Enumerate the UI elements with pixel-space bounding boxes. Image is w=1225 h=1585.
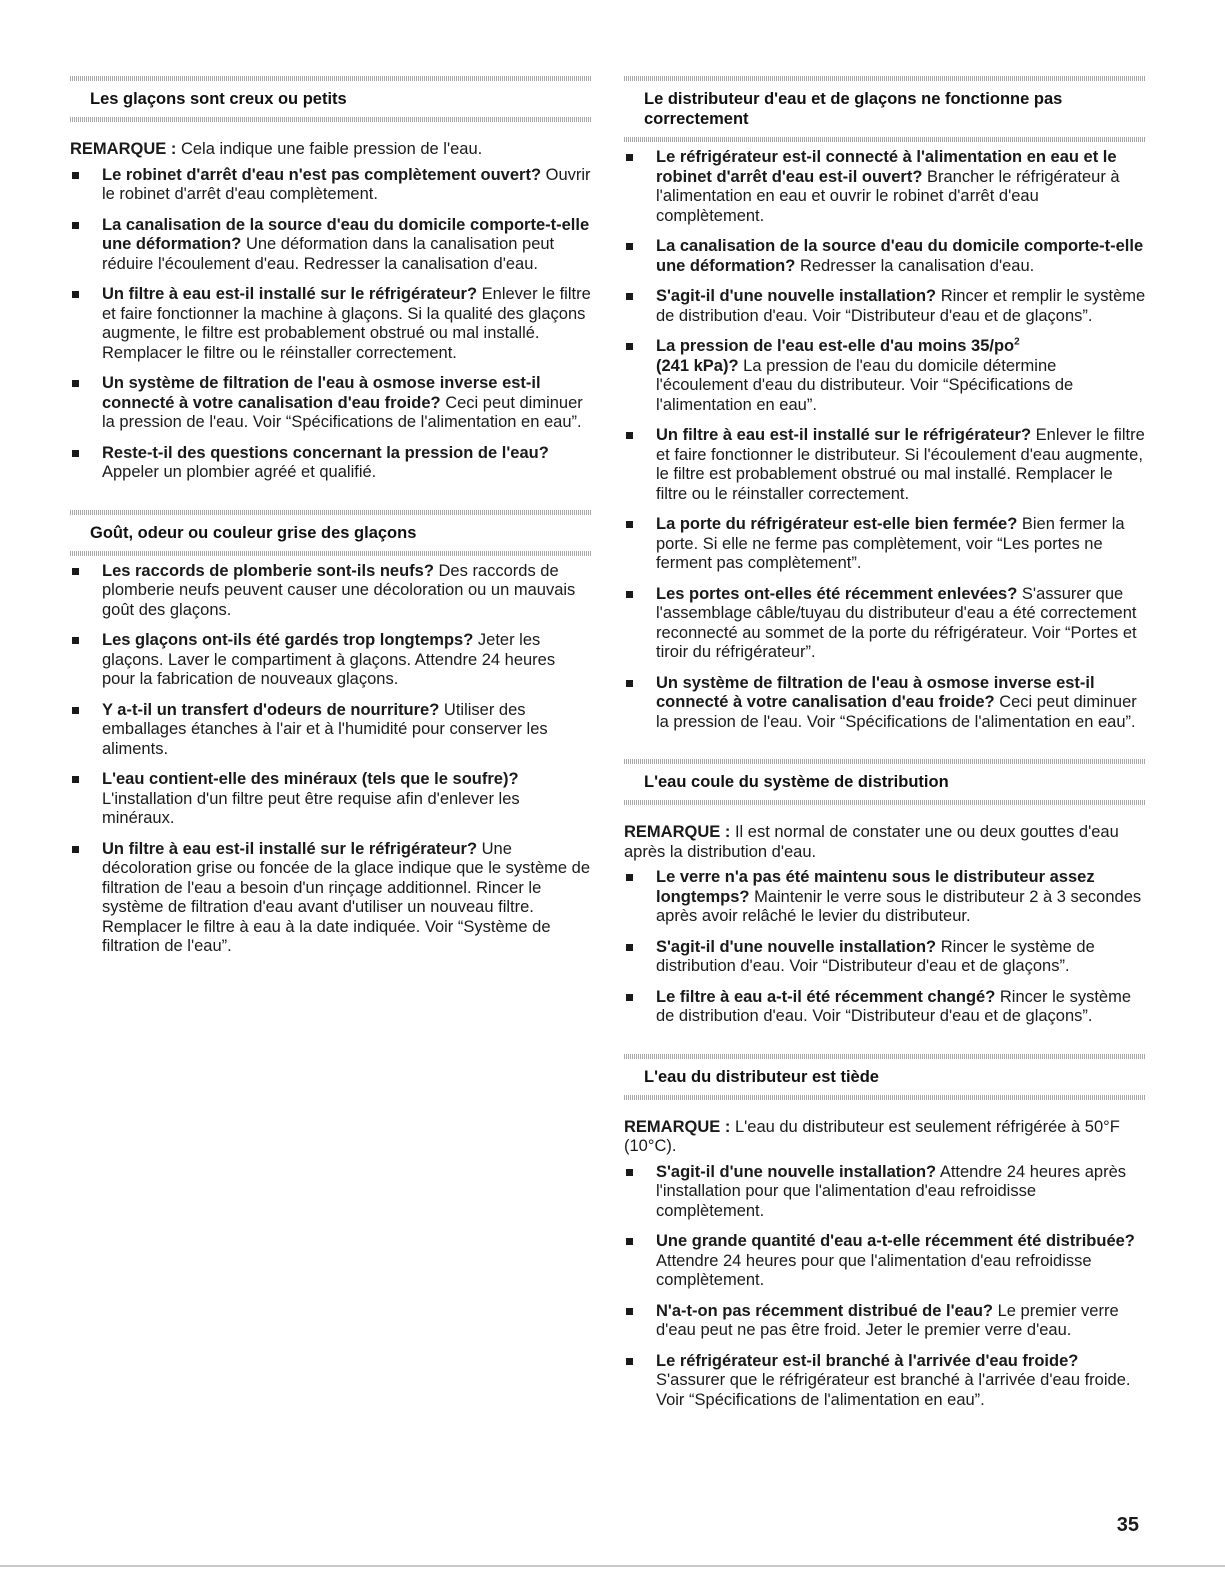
answer-text: Jeter les glaçons. Laver le compartiment à glaçons. Attendre 24 heures pour la fabrication de nouveaux glaçons. bbox=[102, 631, 556, 688]
square-bullet-icon bbox=[626, 874, 633, 881]
question-text: La pression de l'eau est-elle d'au moins 35/po bbox=[656, 337, 1015, 355]
answer-text: Redresser la canalisation d'eau. bbox=[799, 256, 1035, 275]
note-text: L'eau du distributeur est seulement réfrigérée à 50°F (10°C). bbox=[624, 1117, 1120, 1155]
answer-text: Utiliser des emballages étanches à l'air et à l'humidité pour conserver les aliments. bbox=[102, 700, 548, 758]
question-item bbox=[70, 701, 592, 760]
square-bullet-icon bbox=[72, 846, 79, 853]
section-title: Les glaçons sont creux ou petits bbox=[90, 90, 347, 108]
question-item bbox=[624, 287, 1146, 326]
question-text: S'agit-il d'une nouvelle installation? bbox=[656, 937, 937, 956]
question-item bbox=[70, 770, 592, 829]
question-text: Le réfrigérateur est-il connecté à l'alimentation en eau et le robinet d'arrêt d'eau est-il ouvert? bbox=[656, 148, 1117, 186]
question-text: Reste-t-il des questions concernant la pression de l'eau? bbox=[102, 443, 549, 462]
question-text: Les raccords de plomberie sont-ils neufs? bbox=[102, 561, 434, 580]
troubleshooting-section bbox=[70, 494, 592, 957]
question-item bbox=[624, 1232, 1146, 1291]
square-bullet-icon bbox=[626, 293, 633, 300]
dotted-rule-bottom bbox=[70, 551, 592, 556]
square-bullet-icon bbox=[626, 1358, 633, 1365]
answer-text: Rincer et remplir le système de distribution d'eau. Voir “Distributeur d'eau et de glaçons”. bbox=[656, 287, 1146, 325]
question-text: Le verre n'a pas été maintenu sous le distributeur assez longtemps? bbox=[656, 868, 1095, 906]
question-item bbox=[70, 374, 592, 433]
square-bullet-icon bbox=[626, 994, 633, 1001]
question-item bbox=[624, 337, 1146, 415]
answer-text: Une décoloration grise ou foncée de la glace indique que le système de filtration de l'eau a besoin d'un rinçage additionnel. Rincer le système de filtration d'eau avant d'utiliser un nouveau filtre. Remplacer le filtre à eau à la date indiquée. Voir “Système de filtration de l'eau”. bbox=[102, 839, 590, 955]
answer-text: Rincer le système de distribution d'eau. Voir “Distributeur d'eau et de glaçons”. bbox=[656, 937, 1095, 975]
remarque-note bbox=[70, 140, 592, 160]
note-label: REMARQUE : bbox=[624, 1117, 731, 1136]
square-bullet-icon bbox=[626, 944, 633, 951]
dotted-rule-top bbox=[624, 759, 1146, 764]
answer-text: Maintenir le verre sous le distributeur 2 à 3 secondes après avoir relâché le levier du distributeur. bbox=[656, 887, 1142, 925]
question-list bbox=[624, 1163, 1146, 1411]
answer-text: Attendre 24 heures après l'installation pour que l'alimentation d'eau refroidisse complètement. bbox=[656, 1162, 1127, 1220]
section-title: L'eau du distributeur est tiède bbox=[644, 1067, 879, 1086]
question-item bbox=[624, 1302, 1146, 1341]
answer-text: Enlever le filtre et faire fonctionner le distributeur. Si l'écoulement d'eau augmente, le filtre est probablement obstrué ou mal installé. Remplacer le filtre ou le réinstaller correctement. bbox=[656, 426, 1145, 503]
question-item bbox=[70, 840, 592, 957]
page-bottom-edge bbox=[0, 1565, 1225, 1567]
square-bullet-icon bbox=[626, 154, 633, 161]
note-text: Il est normal de constater une ou deux gouttes d'eau après la distribution d'eau. bbox=[624, 823, 1119, 861]
answer-text: S'assurer que le réfrigérateur est branché à l'arrivée d'eau froide. Voir “Spécifications de l'alimentation en eau”. bbox=[656, 1371, 1131, 1409]
section-gap bbox=[70, 494, 592, 504]
answer-text: Bien fermer la porte. Si elle ne ferme pas complètement, voir “Les portes ne ferment pas complètement”. bbox=[656, 515, 1125, 572]
question-text: Un système de filtration de l'eau à osmose inverse est-il connecté à votre canalisation d'eau froide? bbox=[102, 374, 541, 412]
question-text: Le robinet d'arrêt d'eau n'est pas complètement ouvert? bbox=[102, 165, 542, 184]
question-text: Les glaçons ont-ils été gardés trop longtemps? bbox=[102, 631, 474, 649]
square-bullet-icon bbox=[626, 1238, 633, 1245]
question-item bbox=[624, 674, 1146, 733]
dotted-rule-bottom bbox=[70, 117, 592, 122]
square-bullet-icon bbox=[626, 680, 633, 687]
note-text: Cela indique une faible pression de l'eau. bbox=[180, 140, 483, 158]
section-header bbox=[70, 504, 592, 562]
question-item bbox=[70, 285, 592, 363]
question-text: S'agit-il d'une nouvelle installation? bbox=[656, 1162, 937, 1181]
question-superscript: 2 bbox=[1014, 336, 1020, 348]
answer-text: Rincer le système de distribution d'eau. Voir “Distributeur d'eau et de glaçons”. bbox=[656, 987, 1131, 1025]
question-item bbox=[70, 631, 592, 690]
note-label: REMARQUE : bbox=[624, 823, 731, 841]
remarque-note bbox=[624, 823, 1146, 862]
question-item bbox=[624, 585, 1146, 663]
square-bullet-icon bbox=[626, 1308, 633, 1315]
section-title: L'eau coule du système de distribution bbox=[644, 773, 949, 791]
question-text: Les portes ont-elles été récemment enlevées? bbox=[656, 584, 1018, 603]
answer-text: Brancher le réfrigérateur à l'alimentation en eau et ouvrir le robinet d'arrêt d'eau complètement. bbox=[656, 167, 1120, 225]
question-item bbox=[624, 426, 1146, 504]
page-number: 35 bbox=[1116, 1514, 1139, 1536]
question-item bbox=[624, 1352, 1146, 1411]
square-bullet-icon bbox=[72, 707, 79, 714]
square-bullet-icon bbox=[626, 343, 633, 350]
square-bullet-icon bbox=[72, 291, 79, 298]
square-bullet-icon bbox=[72, 776, 79, 783]
question-item bbox=[624, 868, 1146, 927]
answer-text: La pression de l'eau du domicile détermine l'écoulement d'eau du distributeur. Voir “Spécifications de l'alimentation en eau”. bbox=[656, 356, 1074, 414]
question-text: La canalisation de la source d'eau du domicile comporte-t-elle une déformation? bbox=[656, 237, 1144, 275]
answer-text: S'assurer que l'assemblage câble/tuyau du distributeur d'eau a été correctement reconnecté au sommet de la porte du réfrigérateur. Voir “Portes et tiroir du réfrigérateur”. bbox=[656, 584, 1137, 661]
answer-text: Des raccords de plomberie neufs peuvent causer une décoloration ou un mauvais goût des glaçons. bbox=[102, 561, 576, 619]
troubleshooting-section bbox=[624, 1038, 1146, 1411]
section-title: Goût, odeur ou couleur grise des glaçons bbox=[90, 523, 417, 542]
question-text: Un filtre à eau est-il installé sur le réfrigérateur? bbox=[102, 839, 478, 858]
dotted-rule-top bbox=[70, 76, 592, 81]
question-text: L'eau contient-elle des minéraux (tels que le soufre)? bbox=[102, 770, 519, 788]
question-item bbox=[624, 515, 1146, 574]
square-bullet-icon bbox=[626, 521, 633, 528]
square-bullet-icon bbox=[72, 380, 79, 387]
right-column bbox=[624, 70, 1146, 1421]
square-bullet-icon bbox=[626, 432, 633, 439]
question-item bbox=[70, 562, 592, 621]
dotted-rule-top bbox=[624, 76, 1146, 81]
question-item bbox=[70, 166, 592, 205]
question-text: Un filtre à eau est-il installé sur le réfrigérateur? bbox=[656, 426, 1032, 444]
square-bullet-icon bbox=[626, 1169, 633, 1176]
troubleshooting-section bbox=[624, 70, 1146, 732]
answer-text: Le premier verre d'eau peut ne pas être froid. Jeter le premier verre d'eau. bbox=[656, 1301, 1119, 1339]
question-text: Le filtre à eau a-t-il été récemment changé? bbox=[656, 987, 996, 1006]
square-bullet-icon bbox=[72, 637, 79, 644]
question-text-tail: (241 kPa)? bbox=[656, 356, 739, 375]
dotted-rule-bottom bbox=[624, 800, 1146, 805]
dotted-rule-bottom bbox=[624, 1095, 1146, 1100]
square-bullet-icon bbox=[72, 222, 79, 229]
question-text: La canalisation de la source d'eau du domicile comporte-t-elle une déformation? bbox=[102, 215, 590, 253]
section-gap bbox=[624, 743, 1146, 753]
dotted-rule-top bbox=[624, 1054, 1146, 1059]
question-text: Un filtre à eau est-il installé sur le réfrigérateur? bbox=[102, 285, 478, 303]
question-item bbox=[70, 216, 592, 275]
dotted-rule-top bbox=[70, 510, 592, 515]
question-text: Un système de filtration de l'eau à osmose inverse est-il connecté à votre canalisation d'eau froide? bbox=[656, 673, 1095, 711]
answer-text: L'installation d'un filtre peut être requise afin d'enlever les minéraux. bbox=[102, 789, 520, 827]
question-list bbox=[624, 868, 1146, 1027]
question-text: Le réfrigérateur est-il branché à l'arrivée d'eau froide? bbox=[656, 1351, 1079, 1370]
section-header bbox=[624, 753, 1146, 811]
question-text: Y a-t-il un transfert d'odeurs de nourriture? bbox=[102, 700, 440, 719]
answer-text: Enlever le filtre et faire fonctionner la machine à glaçons. Si la qualité des glaçons augmente, le filtre est probablement obstrué ou mal installé. Remplacer le filtre ou le réinstaller correctement. bbox=[102, 285, 591, 362]
question-list bbox=[70, 562, 592, 957]
question-item bbox=[624, 938, 1146, 977]
section-header bbox=[624, 1048, 1146, 1106]
question-text: Une grande quantité d'eau a-t-elle récemment été distribuée? bbox=[656, 1232, 1135, 1250]
question-item bbox=[624, 148, 1146, 226]
question-item bbox=[624, 1163, 1146, 1222]
question-item bbox=[624, 988, 1146, 1027]
left-column bbox=[70, 70, 592, 968]
question-item bbox=[70, 444, 592, 483]
dotted-rule-bottom bbox=[624, 137, 1146, 142]
question-list bbox=[70, 166, 592, 483]
square-bullet-icon bbox=[72, 172, 79, 179]
question-text: S'agit-il d'une nouvelle installation? bbox=[656, 287, 937, 305]
remarque-note bbox=[624, 1118, 1146, 1157]
question-list bbox=[624, 148, 1146, 732]
answer-text: Une déformation dans la canalisation peut réduire l'écoulement d'eau. Redresser la canalisation d'eau. bbox=[102, 235, 555, 273]
answer-text: Ouvrir le robinet d'arrêt d'eau complètement. bbox=[102, 165, 591, 203]
answer-text: Ceci peut diminuer la pression de l'eau. Voir “Spécifications de l'alimentation en eau”. bbox=[656, 693, 1137, 731]
question-text: N'a-t-on pas récemment distribué de l'eau? bbox=[656, 1301, 994, 1320]
answer-text: Ceci peut diminuer la pression de l'eau. Voir “Spécifications de l'alimentation en eau”. bbox=[102, 393, 583, 431]
question-item bbox=[624, 237, 1146, 276]
note-label: REMARQUE : bbox=[70, 140, 177, 158]
square-bullet-icon bbox=[72, 568, 79, 575]
square-bullet-icon bbox=[72, 450, 79, 457]
answer-text: Appeler un plombier agréé et qualifié. bbox=[102, 463, 377, 481]
square-bullet-icon bbox=[626, 591, 633, 598]
section-header bbox=[70, 70, 592, 128]
troubleshooting-section bbox=[624, 743, 1146, 1027]
square-bullet-icon bbox=[626, 243, 633, 250]
troubleshooting-section bbox=[70, 70, 592, 483]
section-gap bbox=[624, 1038, 1146, 1048]
question-text: La porte du réfrigérateur est-elle bien fermée? bbox=[656, 515, 1018, 533]
answer-text: Attendre 24 heures pour que l'alimentation d'eau refroidisse complètement. bbox=[656, 1251, 1092, 1289]
section-header bbox=[624, 70, 1146, 148]
section-title: Le distributeur d'eau et de glaçons ne fonctionne pas correctement bbox=[644, 90, 1063, 128]
